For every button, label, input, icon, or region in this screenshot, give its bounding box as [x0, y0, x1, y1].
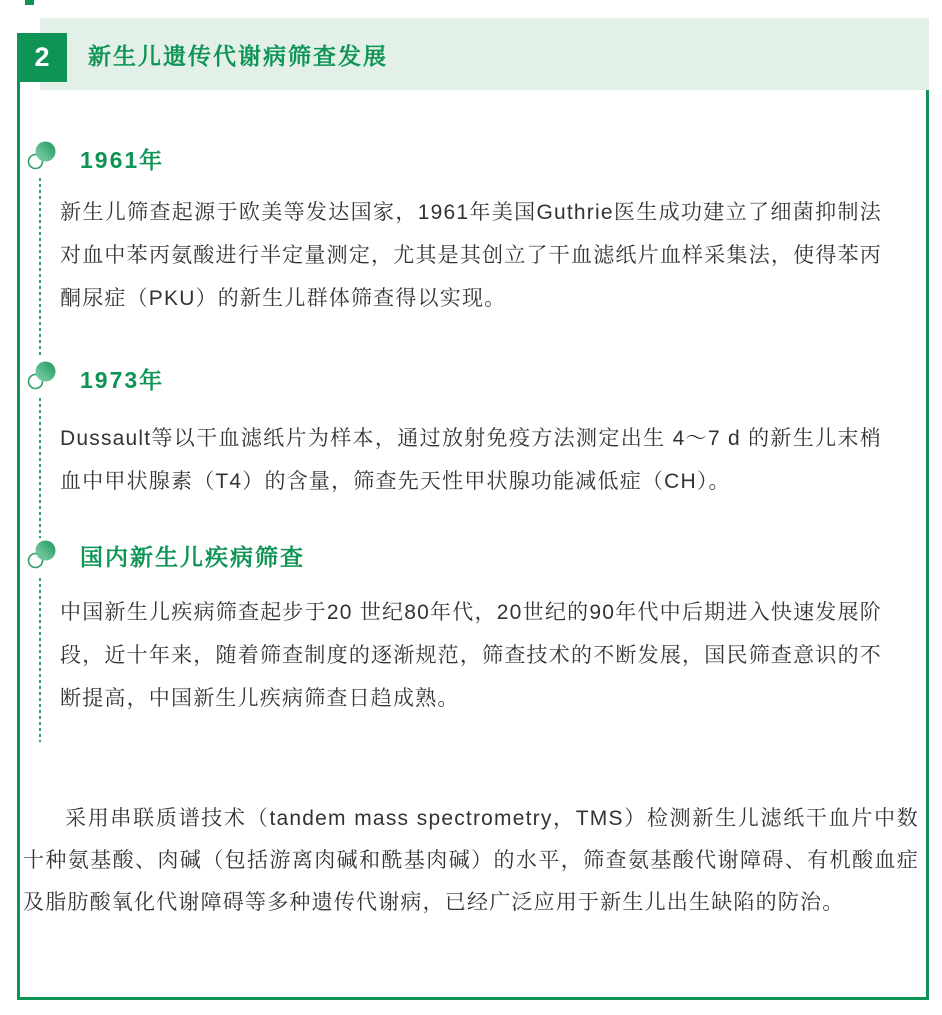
section-heading-1973: 1973年 — [80, 367, 165, 393]
timeline-bullet-icon — [27, 361, 57, 392]
section-number-badge — [17, 33, 67, 82]
footer-paragraph: 采用串联质谱技术（tandem mass spectrometry，TMS）检测新生儿滤纸干血片中数十种氨基酸、肉碱（包括游离肉碱和酰基肉碱）的水平，筛查氨基酸代谢障碍、有机酸血症及脂肪酸氧化代谢障碍等多种遗传代谢病，已经广泛应用于新生儿出生缺陷的防治。 — [23, 807, 919, 914]
left-border-line — [17, 82, 20, 998]
timeline-dotted-line — [39, 178, 41, 356]
timeline-bullet-icon — [27, 540, 57, 571]
section-heading-domestic: 国内新生儿疾病筛查 — [80, 544, 305, 570]
section-paragraph-1961: 新生儿筛查起源于欧美等发达国家，1961年美国Guthrie医生成功建立了细菌抑制法对血中苯丙氨酸进行半定量测定，尤其是其创立了干血滤纸片血样采集法，使得苯丙酮尿症（PKU）的新生儿群体筛查得以实现。 — [60, 201, 882, 310]
page-title: 新生儿遗传代谢病筛查发展 — [88, 42, 388, 69]
top-edge-tick — [25, 0, 34, 5]
timeline-bullet-icon — [27, 141, 57, 172]
section-paragraph-domestic: 中国新生儿疾病筛查起步于20 世纪80年代，20世纪的90年代中后期进入快速发展阶段，近十年来，随着筛查制度的逐渐规范，筛查技术的不断发展，国民筛查意识的不断提高，中国新生儿疾病筛查日趋成熟。 — [60, 601, 882, 710]
right-border-line — [926, 90, 929, 998]
section-number: 2 — [34, 42, 50, 72]
timeline-dotted-line — [39, 398, 41, 538]
section-paragraph-1973: Dussault等以干血滤纸片为样本，通过放射免疫方法测定出生 4～7 d 的新生儿末梢血中甲状腺素（T4）的含量，筛查先天性甲状腺功能减低症（CH）。 — [60, 427, 882, 493]
timeline-dotted-line — [39, 578, 41, 742]
bottom-border-line — [17, 997, 929, 1000]
section-heading-1961: 1961年 — [80, 147, 165, 173]
